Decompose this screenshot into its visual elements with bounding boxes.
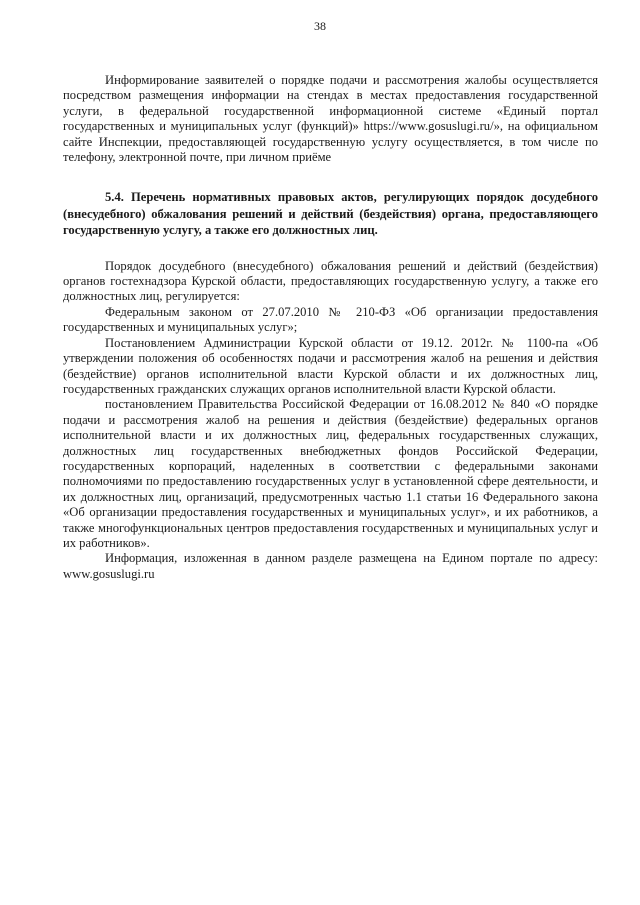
paragraph-kursk-resolution-1100: Постановлением Администрации Курской области от 19.12. 2012г. № 1100-па «Об утверждении положения об особенностях подачи и рассмотрения жалоб на решения и действия (бездействие) органов исполнительной власти Курской области и их должностных лиц, государственных гражданских служащих органов исполнительной власти Курской области.	[63, 335, 598, 396]
paragraph-government-resolution-840: постановлением Правительства Российской Федерации от 16.08.2012 № 840 «О порядке подачи и рассмотрения жалоб на решения и действия (бездействие) федеральных органов исполнительной власти и их должностных лиц, федеральных государственных служащих, должностных лиц государственных внебюджетных фондов Российской Федерации, государственных корпораций, наделенных в соответствии с федеральными законами полномочиями по предоставлению государственных услуг в установленной сфере деятельности, и их должностных лиц, организаций, предусмотренных частью 1.1 статьи 16 Федерального закона «Об организации предоставления государственных и муниципальных услуг», и их работников, а также многофункциональных центров предоставления государственных и муниципальных услуг и их работников».	[63, 397, 598, 550]
paragraph-portal-information: Информация, изложенная в данном разделе размещена на Едином портале по адресу: www.gosuslugi.ru	[63, 551, 598, 581]
page-number: 38	[314, 19, 326, 33]
page-content	[63, 73, 598, 582]
section-heading: 5.4. Перечень нормативных правовых актов, регулирующих порядок досудебного (внесудебного) обжалования решений и действий (бездействия) органа, предоставляющего государственную услугу, а также его должностных лиц.	[63, 190, 598, 238]
paragraph-federal-law-210: Федеральным законом от 27.07.2010 № 210-ФЗ «Об организации предоставления государственных и муниципальных услуг»;	[63, 304, 598, 335]
informing-paragraph: Информирование заявителей о порядке подачи и рассмотрения жалобы осуществляется посредством размещения информации на стендах в местах предоставления государственной услуги, в федеральной государственной информационной системе «Единый портал государственных и муниципальных услуг (функций)» https://www.gosuslugi.ru/», на официальном сайте Инспекции, предоставляющей государственную услугу осуществляется, в том числе по телефону, электронной почте, при личном приёме	[63, 73, 598, 165]
paragraph-procedure-regulated: Порядок досудебного (внесудебного) обжалования решений и действий (бездействия) органов гостехнадзора Курской области, предоставляющих государственную услугу, а также его должностных лиц, регулируется:	[63, 258, 598, 304]
section-body	[63, 259, 598, 583]
